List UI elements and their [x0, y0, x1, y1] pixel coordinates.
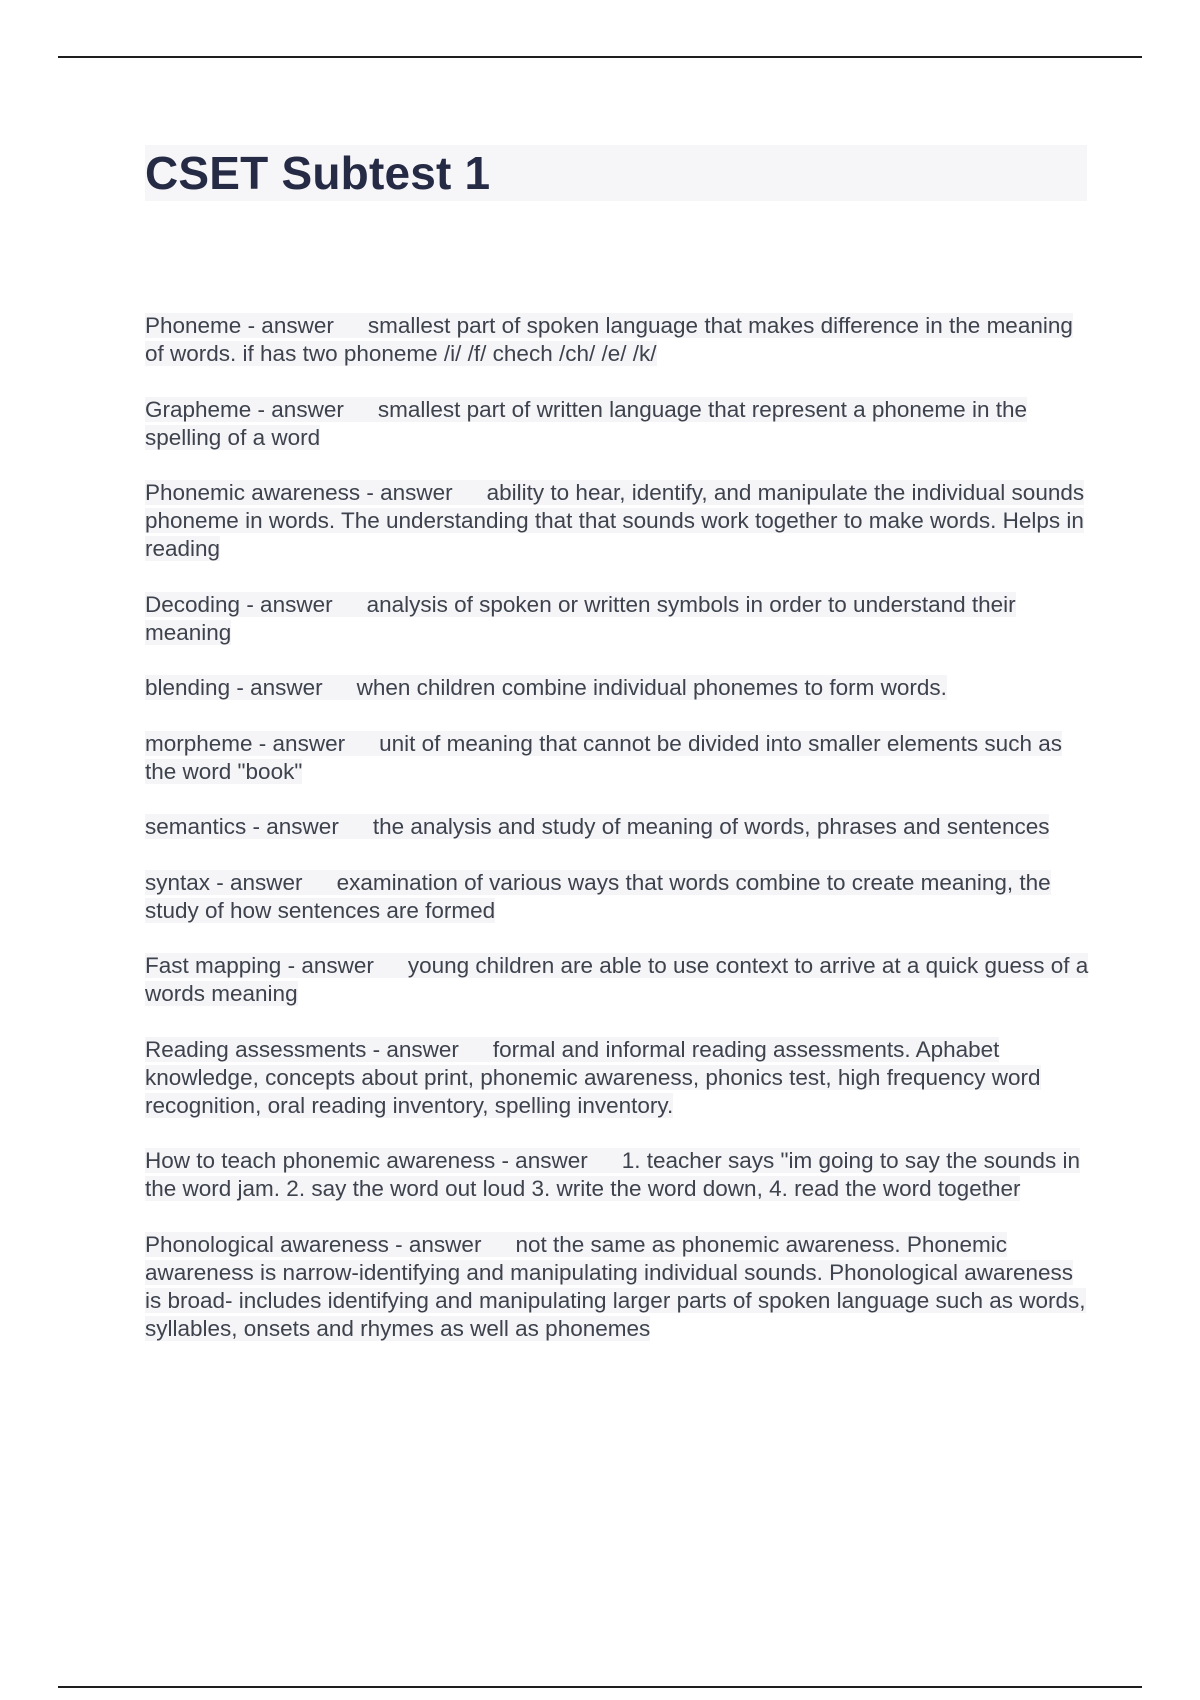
flashcard-item	[145, 312, 1095, 368]
flashcard-definition: 1. teacher says "im going to say the sounds in the word jam. 2. say the word out loud 3. write the word down, 4. read the word together	[145, 1148, 1080, 1201]
flashcard-definition: smallest part of spoken language that makes difference in the meaning of words. if has two phoneme /i/ /f/ chech /ch/ /e/ /k/	[145, 313, 1073, 366]
flashcard-definition: smallest part of written language that represent a phoneme in the spelling of a word	[145, 396, 1027, 450]
flashcard-item	[145, 591, 1095, 647]
flashcard-item	[145, 1147, 1095, 1203]
flashcard-term: Decoding - answer	[145, 591, 333, 617]
flashcard-term: Grapheme - answer	[145, 396, 344, 422]
flashcard-definition: examination of various ways that words combine to create meaning, the study of how sentences are formed	[145, 869, 1051, 923]
flashcard-item	[145, 1036, 1095, 1120]
flashcard-term: Phonemic awareness - answer	[145, 480, 453, 505]
flashcard-definition: analysis of spoken or written symbols in order to understand their meaning	[145, 591, 1016, 645]
flashcard-item	[145, 674, 1095, 702]
page-title: CSET Subtest 1	[145, 147, 491, 199]
flashcard-definition: young children are able to use context to arrive at a quick guess of a words meaning	[145, 953, 1089, 1006]
flashcard-term: Phonological awareness - answer	[145, 1231, 482, 1257]
flashcard-definition: formal and informal reading assessments. Aphabet knowledge, concepts about print, phonemic awareness, phonics test, high frequency word recognition, oral reading inventory, spelling inventory.	[145, 1036, 1041, 1118]
flashcard-term: blending - answer	[145, 675, 323, 700]
flashcard-list	[145, 312, 1095, 1370]
flashcard-term: Phoneme - answer	[145, 313, 334, 338]
flashcard-item	[145, 730, 1095, 786]
flashcard-item	[145, 1231, 1095, 1343]
footer-rule	[58, 1686, 1142, 1688]
flashcard-term: morpheme - answer	[145, 730, 346, 756]
flashcard-term: syntax - answer	[145, 869, 303, 895]
flashcard-definition: unit of meaning that cannot be divided into smaller elements such as the word "book"	[145, 730, 1062, 784]
flashcard-item	[145, 869, 1095, 925]
flashcard-item	[145, 813, 1095, 841]
flashcard-term: Reading assessments - answer	[145, 1036, 459, 1062]
flashcard-definition: when children combine individual phonemes to form words.	[356, 675, 947, 700]
flashcard-item	[145, 952, 1095, 1008]
flashcard-definition: the analysis and study of meaning of words, phrases and sentences	[372, 814, 1050, 839]
flashcard-item	[145, 479, 1095, 563]
flashcard-term: How to teach phonemic awareness - answer	[145, 1148, 588, 1173]
flashcard-definition: ability to hear, identify, and manipulate the individual sounds phoneme in words. The understanding that that sounds work together to make words. Helps in reading	[145, 480, 1085, 561]
flashcard-term: semantics - answer	[145, 814, 339, 839]
flashcard-item	[145, 396, 1095, 452]
flashcard-term: Fast mapping - answer	[145, 953, 374, 978]
flashcard-definition: not the same as phonemic awareness. Phonemic awareness is narrow-identifying and manipulating individual sounds. Phonological awareness is broad- includes identifying and manipulating larger parts of spoken language such as words, syllables, onsets and rhymes as well as phonemes	[145, 1231, 1086, 1341]
header-rule	[58, 56, 1142, 58]
